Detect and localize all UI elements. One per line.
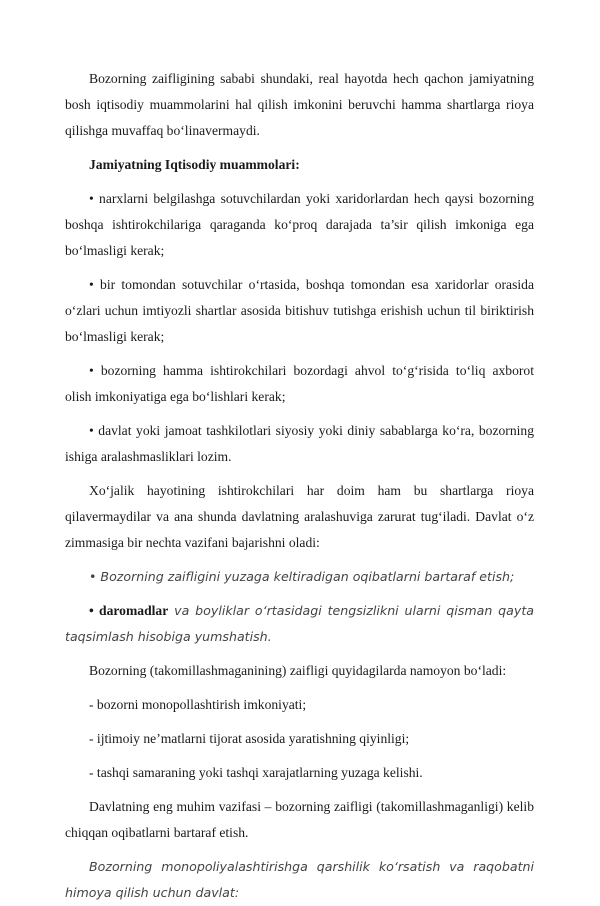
intro-paragraph: Bozorning zaifligining sababi shundaki, real hayotda hech qachon jamiyatning bosh iqtisodiy muammolarini hal qilish imkonini beruvchi hamma shartlarga rioya qilishga muvaffaq bo‘linavermaydi. (65, 71, 534, 138)
italic-rest: va boyliklar o‘rtasidagi tengsizlikni ularni qisman qayta taqsimlash hisobiga yumshatish. (65, 603, 535, 644)
bullet-item: • davlat yoki jamoat tashkilotlari siyosiy yoki diniy sabablarga ko‘ra, bozorning ishiga aralashmasliklari lozim. (65, 423, 534, 464)
bullet-item: • bozorning hamma ishtirokchilari bozordagi ahvol to‘g‘risida to‘liq axborot olish imkoniyatiga ega bo‘lishlari kerak; (65, 363, 534, 404)
body-paragraph: Bozorning (takomillashmaganining) zaifligi quyidagilarda namoyon bo‘ladi: (89, 663, 507, 678)
dash-item: - tashqi samaraning yoki tashqi xarajatlarning yuzaga kelishi. (89, 765, 423, 780)
bullet-item: • bir tomondan sotuvchilar o‘rtasida, boshqa tomondan esa xaridorlar orasida o‘zlari uchun imtiyozli shartlar asosida bitishuv tutishga erishish uchun til biriktirish bo‘lmasligi kerak; (65, 277, 534, 344)
section-heading: Jamiyatning Iqtisodiy muammolari: (89, 157, 300, 172)
bold-lead: • daromadlar (89, 603, 169, 618)
mixed-bullet-item (65, 598, 534, 650)
dash-item: - ijtimoiy ne’matlarni tijorat asosida yaratishning qiyinligi; (89, 731, 410, 746)
body-paragraph: Xo‘jalik hayotining ishtirokchilari har doim ham bu shartlarga rioya qilavermaydilar va ana shunda davlatning aralashuviga zarurat tug‘iladi. Davlat o‘z zimmasiga bir nechta vazifani bajarishni oladi: (65, 483, 534, 550)
bullet-item: • narxlarni belgilashga sotuvchilardan yoki xaridorlardan hech qaysi bozorning boshqa ishtirokchilariga qaraganda ko‘proq darajada ta’sir qilish imkoniga ega bo‘lmasligi kerak; (65, 191, 534, 258)
body-paragraph: Davlatning eng muhim vazifasi – bozorning zaifligi (takomillashmaganligi) kelib chiqqan oqibatlarni bartaraf etish. (65, 799, 534, 840)
italic-paragraph: Bozorning monopoliyalashtirishga qarshilik ko‘rsatish va raqobatni himoya qilish uchun davlat: (65, 859, 534, 900)
italic-bullet-item: • Bozorning zaifligini yuzaga keltiradigan oqibatlarni bartaraf etish; (89, 569, 515, 584)
dash-item: - bozorni monopollashtirish imkoniyati; (89, 697, 307, 712)
